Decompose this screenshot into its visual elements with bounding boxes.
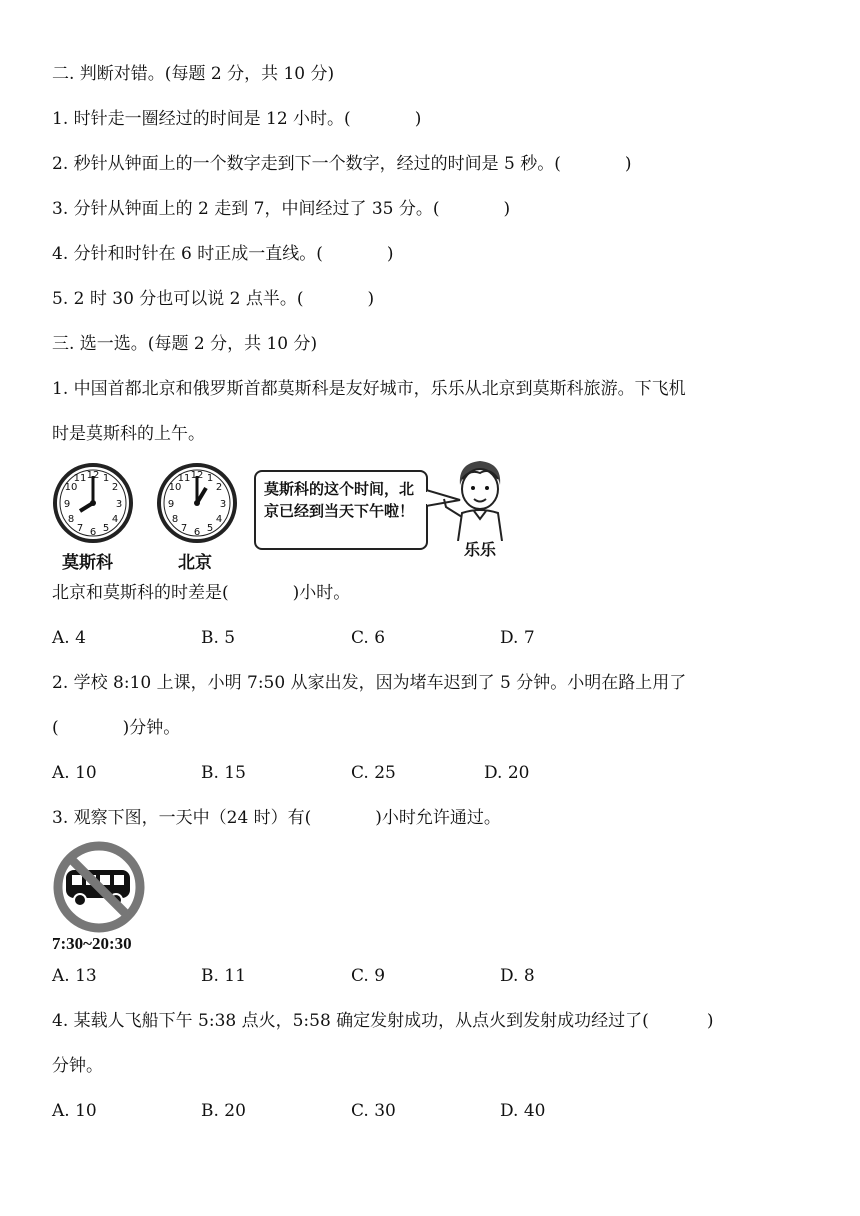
q3-stem-b: )小时允许通过。: [375, 808, 501, 828]
judge-item-4-text: 4. 分针和时针在 6 时正成一直线。(: [52, 244, 323, 264]
paren-close: ): [414, 109, 422, 129]
svg-text:5: 5: [206, 523, 214, 534]
q2-line2-b: )分钟。: [122, 718, 181, 738]
q3-stem-a: 3. 观察下图，一天中（24 时）有(: [52, 808, 312, 828]
q2-line1: 2. 学校 8:10 上课，小明 7:50 从家出发，因为堵车迟到了 5 分钟。小明在路上用了: [52, 673, 687, 693]
paren-close: ): [367, 289, 375, 309]
speech-bubble: 莫斯科的这个时间，北京已经到当天下午啦！: [254, 470, 428, 550]
q1-stem-a: 北京和莫斯科的时差是(: [52, 583, 229, 603]
svg-text:2: 2: [215, 482, 223, 493]
svg-text:7: 7: [76, 523, 84, 534]
svg-text:9: 9: [167, 499, 175, 510]
q1-stem: [52, 581, 350, 605]
svg-text:6: 6: [89, 527, 97, 538]
beijing-clock-icon: [156, 462, 238, 544]
svg-text:10: 10: [64, 482, 78, 493]
moscow-label: 莫斯科: [62, 553, 113, 573]
q1-option-c[interactable]: C. 6: [351, 628, 386, 648]
paren-close: ): [503, 199, 511, 219]
svg-text:9: 9: [63, 499, 71, 510]
beijing-label: 北京: [178, 553, 212, 573]
svg-text:8: 8: [171, 514, 179, 525]
paren-close: ): [624, 154, 632, 174]
q3-stem: [52, 806, 501, 830]
paren-close: ): [706, 1011, 714, 1031]
svg-text:3: 3: [115, 499, 123, 510]
lele-label: 乐乐: [464, 540, 497, 559]
svg-text:3: 3: [219, 499, 227, 510]
q3-option-b[interactable]: B. 11: [201, 966, 246, 986]
judge-item-5-text: 5. 2 时 30 分也可以说 2 点半。(: [52, 289, 304, 309]
svg-text:5: 5: [102, 523, 110, 534]
svg-text:10: 10: [168, 482, 182, 493]
q2-option-d[interactable]: D. 20: [484, 763, 530, 783]
q2-paren-open: (: [52, 718, 59, 738]
q3-option-c[interactable]: C. 9: [351, 966, 386, 986]
judge-item-1-text: 1. 时针走一圈经过的时间是 12 小时。(: [52, 109, 351, 129]
boy-icon: [440, 455, 520, 541]
q1-option-a[interactable]: A. 4: [52, 628, 86, 648]
svg-text:8: 8: [67, 514, 75, 525]
svg-text:11: 11: [177, 473, 191, 484]
no-bus-sign-icon: [52, 840, 146, 934]
section2-title: 二. 判断对错。(每题 2 分，共 10 分): [52, 64, 335, 84]
q1-line1: 1. 中国首都北京和俄罗斯首都莫斯科是友好城市，乐乐从北京到莫斯科旅游。下飞机: [52, 379, 686, 399]
svg-text:11: 11: [73, 473, 87, 484]
q4-line2: 分钟。: [52, 1056, 103, 1076]
moscow-clock-icon: [52, 462, 134, 544]
q2-option-b[interactable]: B. 15: [201, 763, 246, 783]
svg-text:4: 4: [111, 514, 119, 525]
judge-item-5: [52, 287, 374, 311]
svg-text:7: 7: [180, 523, 188, 534]
q3-option-d[interactable]: D. 8: [500, 966, 535, 986]
q4-option-c[interactable]: C. 30: [351, 1101, 396, 1121]
sign-time-label: 7:30~20:30: [52, 934, 132, 953]
section3-title: 三. 选一选。(每题 2 分，共 10 分): [52, 334, 318, 354]
paren-close: ): [386, 244, 394, 264]
judge-item-1: [52, 107, 421, 131]
svg-text:1: 1: [206, 473, 214, 484]
q2-option-a[interactable]: A. 10: [52, 763, 97, 783]
svg-text:4: 4: [215, 514, 223, 525]
q4-line1: [52, 1009, 713, 1033]
judge-item-3-text: 3. 分针从钟面上的 2 走到 7，中间经过了 35 分。(: [52, 199, 440, 219]
svg-text:2: 2: [111, 482, 119, 493]
q4-option-a[interactable]: A. 10: [52, 1101, 97, 1121]
svg-text:12: 12: [190, 470, 204, 481]
svg-text:12: 12: [86, 470, 100, 481]
q4-option-b[interactable]: B. 20: [201, 1101, 246, 1121]
q1-option-b[interactable]: B. 5: [201, 628, 236, 648]
judge-item-3: [52, 197, 510, 221]
judge-item-4: [52, 242, 394, 266]
svg-text:1: 1: [102, 473, 110, 484]
svg-text:6: 6: [193, 527, 201, 538]
q4-option-d[interactable]: D. 40: [500, 1101, 546, 1121]
q1-stem-b: )小时。: [292, 583, 351, 603]
q2-line2: [52, 716, 180, 740]
q1-option-d[interactable]: D. 7: [500, 628, 535, 648]
judge-item-2-text: 2. 秒针从钟面上的一个数字走到下一个数字，经过的时间是 5 秒。(: [52, 154, 561, 174]
q3-option-a[interactable]: A. 13: [52, 966, 97, 986]
judge-item-2: [52, 152, 632, 176]
q2-option-c[interactable]: C. 25: [351, 763, 396, 783]
q4-line1-a: 4. 某载人飞船下午 5:38 点火，5:58 确定发射成功，从点火到发射成功经过了(: [52, 1011, 649, 1031]
q1-line2: 时是莫斯科的上午。: [52, 424, 205, 444]
